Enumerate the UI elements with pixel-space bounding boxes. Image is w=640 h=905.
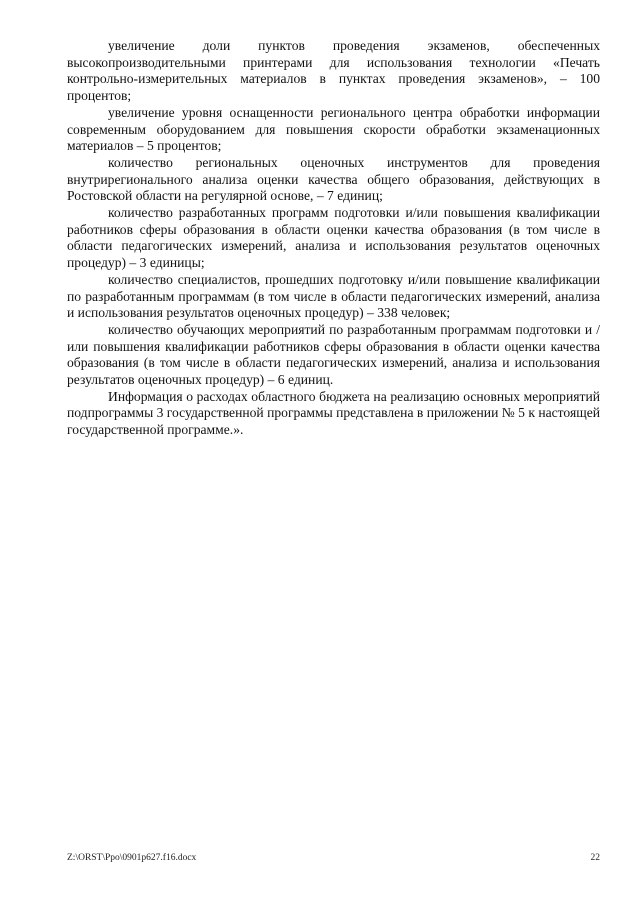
paragraph-assessment-tools: количество региональных оценочных инструментов для проведения внутрирегионального анализа оценки качества общего образования, действующих в Ростовской области на регулярной основе, – 7 единиц; [67,154,600,204]
document-body [67,38,600,439]
footer-page-number: 22 [590,853,600,863]
paragraph-training-events: количество обучающих мероприятий по разработанным программам подготовки и /или повышения квалификации работников сферы образования в области оценки качества образования (в том числе в области педагогических измерений, анализа и использования результатов оценочных процедур) – 6 единиц. [67,321,600,388]
paragraph-equipment-level: увеличение уровня оснащенности регионального центра обработки информации современным оборудованием для повышения скорости обработки экзаменационных материалов – 5 процентов; [67,104,600,154]
paragraph-printer-share: увеличение доли пунктов проведения экзаменов, обеспеченных высокопроизводительными принтерами для использования технологии «Печать контрольно-измерительных материалов в пунктах проведения экзаменов», – 100 процентов; [67,38,600,104]
footer-file-path: Z:\ORST\Ppo\0901p627.f16.docx [67,853,197,863]
paragraph-trained-specialists: количество специалистов, прошедших подготовку и/или повышение квалификации по разработанным программам (в том числе в области педагогических измерений, анализа и использования результатов оценочных процедур) – 338 человек; [67,271,600,321]
paragraph-training-programs: количество разработанных программ подготовки и/или повышения квалификации работников сферы образования в области оценки качества образования (в том числе в области педагогических измерений, анализа и использования результатов оценочных процедур) – 3 единицы; [67,205,600,271]
paragraph-budget-info: Информация о расходах областного бюджета на реализацию основных мероприятий подпрограммы 3 государственной программы представлена в приложении № 5 к настоящей государственной программе.». [67,388,600,438]
